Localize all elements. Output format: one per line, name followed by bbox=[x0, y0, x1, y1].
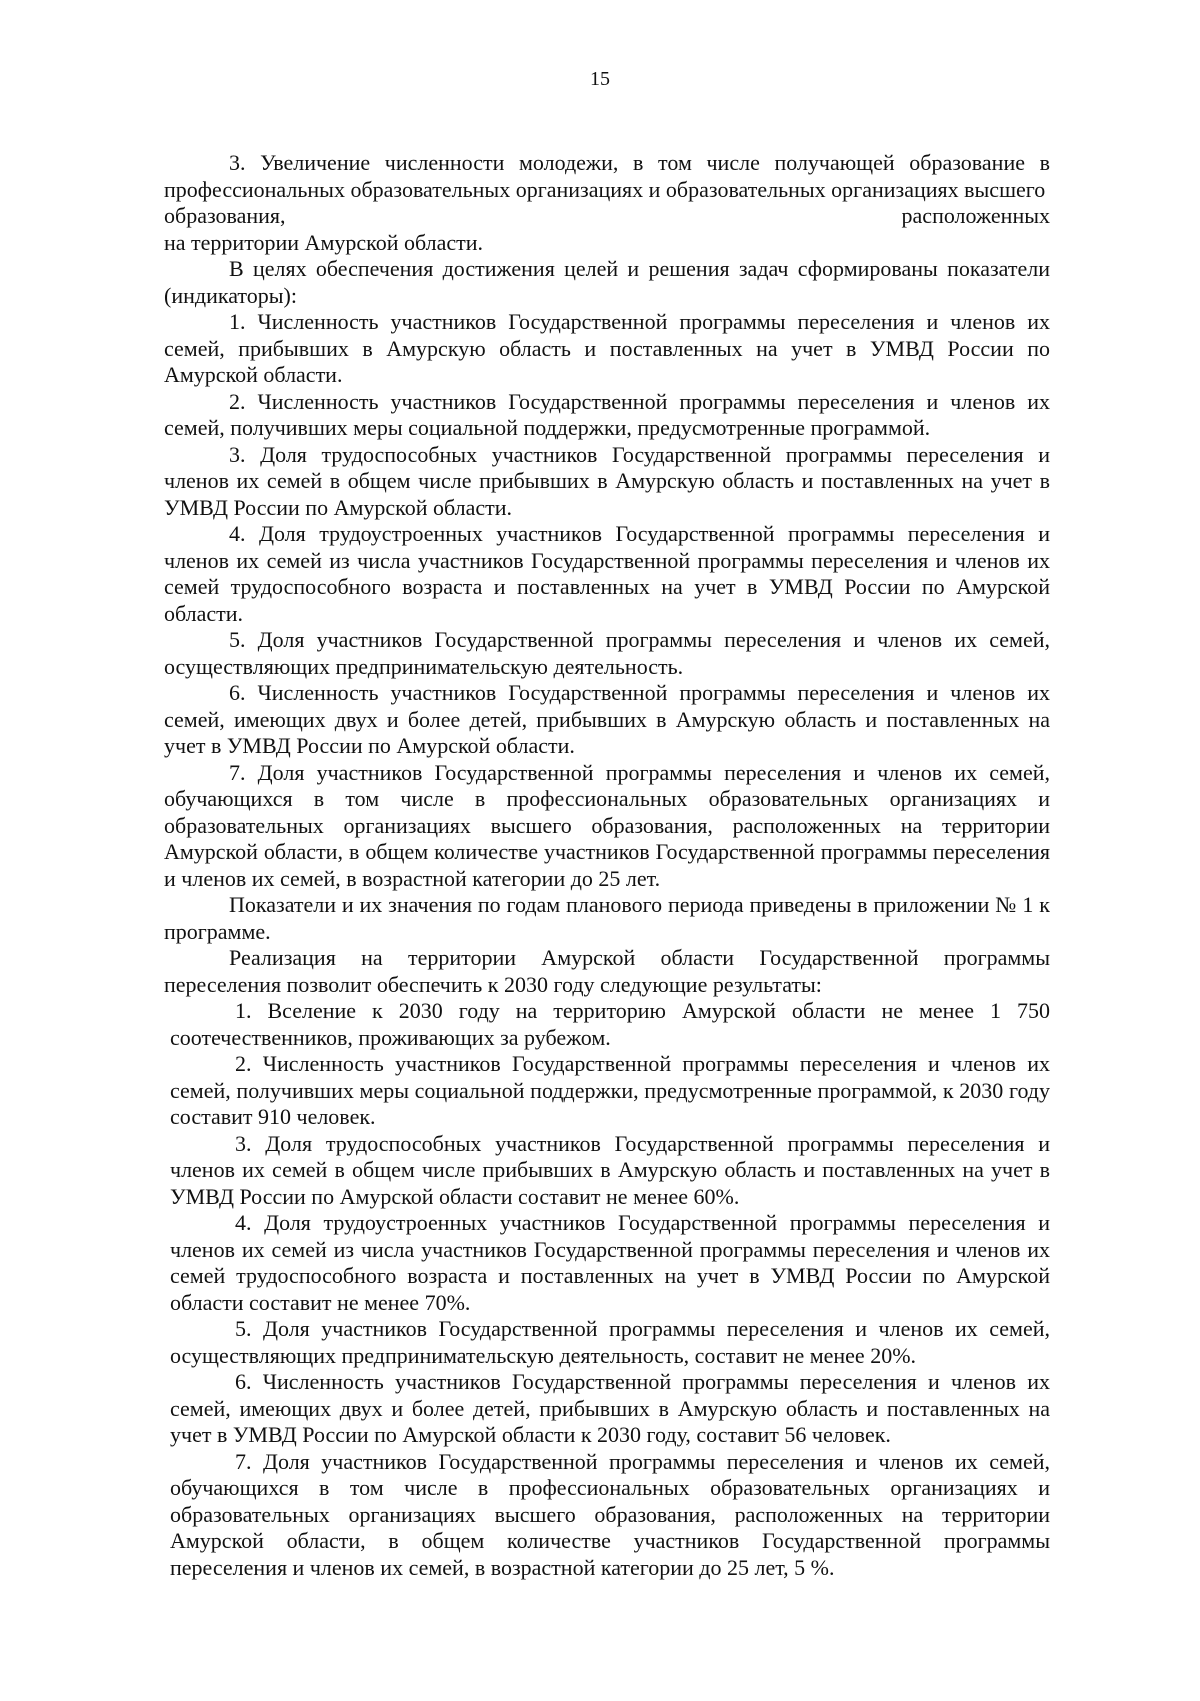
page-number: 15 bbox=[590, 68, 610, 90]
result-item: 6. Численность участников Государственной программы переселения и членов их семей, имеющих двух и более детей, прибывших в Амурскую область и поставленных на учет в УМВД России по Амурской области к 2030 году, составит 56 человек. bbox=[170, 1369, 1050, 1447]
indicator-item: 5. Доля участников Государственной программы переселения и членов их семей, осуществляющих предпринимательскую деятельность. bbox=[164, 627, 1050, 679]
indicators-intro: В целях обеспечения достижения целей и решения задач сформированы показатели (индикаторы): bbox=[164, 256, 1050, 308]
indicator-item: 6. Численность участников Государственной программы переселения и членов их семей, имеющих двух и более детей, прибывших в Амурскую область и поставленных на учет в УМВД России по Амурской области. bbox=[164, 680, 1050, 758]
result-item: 5. Доля участников Государственной программы переселения и членов их семей, осуществляющих предпринимательскую деятельность, составит не менее 20%. bbox=[170, 1316, 1050, 1368]
document-body bbox=[164, 150, 1050, 1581]
indicator-item: 7. Доля участников Государственной программы переселения и членов их семей, обучающихся в том числе в профессиональных образовательных организациях и образовательных организациях высшего образования, расположенных на территории Амурской области, в общем количестве участников Государственной программы переселения и членов их семей, в возрастной категории до 25 лет. bbox=[164, 759, 1050, 891]
result-item: 7. Доля участников Государственной программы переселения и членов их семей, обучающихся в том числе в профессиональных образовательных организациях и образовательных организациях высшего образования, расположенных на территории Амурской области, в общем количестве участников Государственной программы переселения и членов их семей, в возрастной категории до 25 лет, 5 %. bbox=[170, 1448, 1050, 1580]
indicator-item: 2. Численность участников Государственной программы переселения и членов их семей, получивших меры социальной поддержки, предусмотренные программой. bbox=[164, 388, 1050, 440]
objective-3-word-right: расположенных bbox=[901, 203, 1050, 228]
objective-3-paragraph: 3. Увеличение численности молодежи, в том числе получающей образование в профессиональных образовательных организациях и образовательных организациях высшего bbox=[164, 150, 1050, 202]
objective-3-split-line bbox=[164, 203, 1050, 230]
indicator-item: 3. Доля трудоспособных участников Государственной программы переселения и членов их семей в общем числе прибывших в Амурскую область и поставленных на учет в УМВД России по Амурской области. bbox=[164, 441, 1050, 520]
result-item: 4. Доля трудоустроенных участников Государственной программы переселения и членов их семей из числа участников Государственной программы переселения и членов их семей трудоспособного возраста и поставленных на учет в УМВД России по Амурской области составит не менее 70%. bbox=[170, 1210, 1050, 1315]
objective-3-word-left: образования, bbox=[164, 203, 286, 228]
result-item: 1. Вселение к 2030 году на территорию Амурской области не менее 1 750 соотечественников, проживающих за рубежом. bbox=[170, 998, 1050, 1050]
results-intro: Реализация на территории Амурской области Государственной программы переселения позволит обеспечить к 2030 году следующие результаты: bbox=[164, 945, 1050, 997]
result-item: 2. Численность участников Государственной программы переселения и членов их семей, получивших меры социальной поддержки, предусмотренные программой, к 2030 году составит 910 человек. bbox=[170, 1051, 1050, 1129]
result-item: 3. Доля трудоспособных участников Государственной программы переселения и членов их семей в общем числе прибывших в Амурскую область и поставленных на учет в УМВД России по Амурской области составит не менее 60%. bbox=[170, 1130, 1050, 1209]
indicator-item: 4. Доля трудоустроенных участников Государственной программы переселения и членов их семей из числа участников Государственной программы переселения и членов их семей трудоспособного возраста и поставленных на учет в УМВД России по Амурской области. bbox=[164, 521, 1050, 626]
objective-3-last-line: на территории Амурской области. bbox=[164, 229, 484, 255]
indicators-note: Показатели и их значения по годам планового периода приведены в приложении № 1 к программе. bbox=[164, 892, 1050, 944]
indicator-item: 1. Численность участников Государственной программы переселения и членов их семей, прибывших в Амурскую область и поставленных на учет в УМВД России по Амурской области. bbox=[164, 309, 1050, 387]
